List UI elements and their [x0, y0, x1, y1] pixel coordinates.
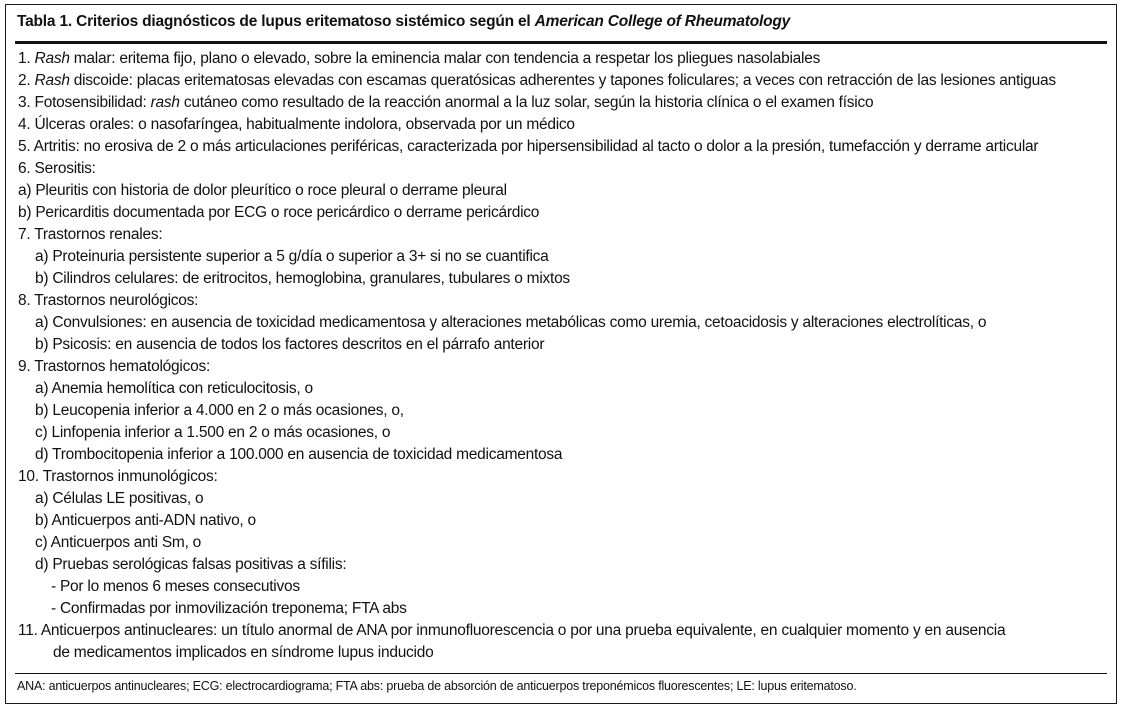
- sub-criterion: d) Trombocitopenia inferior a 100.000 en ausencia de toxicidad medicamentosa: [35, 446, 563, 463]
- sub-criterion: b) Anticuerpos anti-ADN nativo, o: [35, 512, 256, 529]
- criterion-11-continuation: de medicamentos implicados en síndrome lupus inducido: [53, 644, 434, 661]
- sub-criterion: b) Pericarditis documentada por ECG o roce pericárdico o derrame pericárdico: [18, 204, 540, 221]
- criterion-3: 3. Fotosensibilidad: rash cutáneo como resultado de la reacción anormal a la luz solar, según la historia clínica o el examen físico: [18, 94, 874, 111]
- sub-criterion: b) Leucopenia inferior a 4.000 en 2 o más ocasiones, o,: [35, 402, 404, 419]
- sub-criterion: b) Cilindros celulares: de eritrocitos, hemoglobina, granulares, tubulares o mixtos: [35, 270, 570, 287]
- criterion-10: 10. Trastornos inmunológicos:: [18, 468, 218, 485]
- criterion-5: 5. Artritis: no erosiva de 2 o más articulaciones periféricas, caracterizada por hipersensibilidad al tacto o dolor a la presión, tumefacción y derrame articular: [18, 138, 1039, 155]
- criteria-table: [5, 4, 1117, 704]
- sub-criterion: c) Linfopenia inferior a 1.500 en 2 o más ocasiones, o: [35, 424, 391, 441]
- sub-criterion: a) Anemia hemolítica con reticulocitosis, o: [35, 380, 313, 397]
- table-footnote: ANA: anticuerpos antinucleares; ECG: electrocardiograma; FTA abs: prueba de absorción de anticuerpos treponémicos fluorescentes; LE: lupus eritematoso.: [17, 679, 857, 693]
- sub-criterion: a) Células LE positivas, o: [35, 490, 204, 507]
- criterion-7: 7. Trastornos renales:: [18, 226, 163, 243]
- sub-criterion: d) Pruebas serológicas falsas positivas a sífilis:: [35, 556, 347, 573]
- header-rule: [15, 41, 1107, 44]
- table-title: [17, 13, 790, 31]
- criterion-11: 11. Anticuerpos antinucleares: un título anormal de ANA por inmunofluorescencia o por una prueba equivalente, en cualquier momento y en ausencia: [18, 622, 1006, 639]
- sub-criterion: a) Pleuritis con historia de dolor pleurítico o roce pleural o derrame pleural: [18, 182, 507, 199]
- criteria-list: [18, 48, 1108, 664]
- criterion-4: 4. Úlceras orales: o nasofaríngea, habitualmente indolora, observada por un médico: [18, 116, 575, 133]
- title-source: American College of Rheumatology: [534, 13, 791, 30]
- criterion-1: 1. Rash malar: eritema fijo, plano o elevado, sobre la eminencia malar con tendencia a respetar los pliegues nasolabiales: [18, 50, 821, 67]
- criterion-6: 6. Serositis:: [18, 160, 96, 177]
- sub-criterion: a) Convulsiones: en ausencia de toxicidad medicamentosa y alteraciones metabólicas como uremia, cetoacidosis y alteraciones electrolíticas, o: [35, 314, 987, 331]
- sub-criterion: a) Proteinuria persistente superior a 5 g/día o superior a 3+ si no se cuantifica: [35, 248, 549, 265]
- sub-criterion: c) Anticuerpos anti Sm, o: [35, 534, 202, 551]
- criterion-9: 9. Trastornos hematológicos:: [18, 358, 211, 375]
- sub-criterion: b) Psicosis: en ausencia de todos los factores descritos en el párrafo anterior: [35, 336, 545, 353]
- footer-rule: [15, 673, 1107, 674]
- criterion-8: 8. Trastornos neurológicos:: [18, 292, 199, 309]
- title-text: Tabla 1. Criterios diagnósticos de lupus eritematoso sistémico según el: [17, 13, 531, 30]
- criterion-2: 2. Rash discoide: placas eritematosas elevadas con escamas queratósicas adherentes y tapones foliculares; a veces con retracción de las lesiones antiguas: [18, 72, 1056, 89]
- sub-sub-criterion: - Confirmadas por inmovilización treponema; FTA abs: [51, 600, 407, 617]
- sub-sub-criterion: - Por lo menos 6 meses consecutivos: [51, 578, 300, 595]
